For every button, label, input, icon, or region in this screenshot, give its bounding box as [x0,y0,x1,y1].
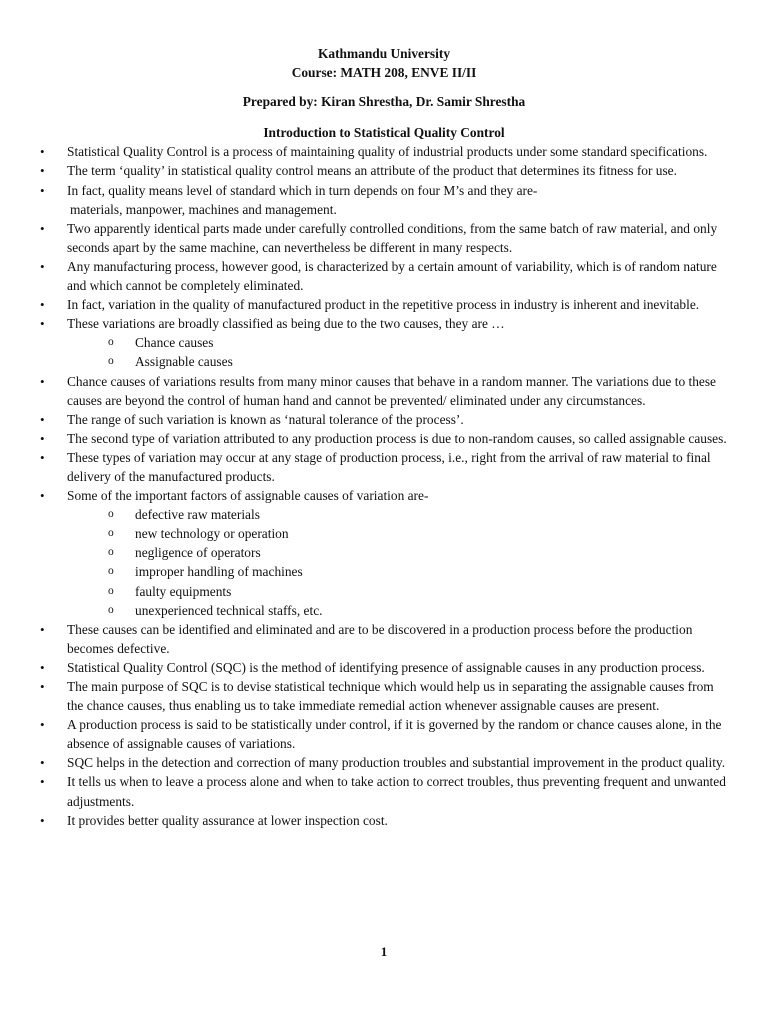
list-item [40,295,728,314]
bullet-marker: • [40,755,45,771]
sub-bullet-marker: o [108,355,114,368]
list-item-text: These causes can be identified and eliminated and are to be discovered in a production process before the production becomes defective. [67,621,693,656]
sub-list-item [108,582,728,601]
list-item [40,142,728,161]
sub-list-item [108,543,728,562]
list-item [40,161,728,180]
sub-list [40,505,728,620]
sub-list [40,333,728,371]
course-code: Course: MATH 208, ENVE II/II [291,65,477,81]
bullet-marker: • [40,182,45,198]
sub-list-item-text: defective raw materials [135,507,260,523]
list-item-text: It provides better quality assurance at lower inspection cost. [67,812,388,828]
list-item [40,677,728,715]
bullet-marker: • [40,316,45,332]
list-item-text-continued: materials, manpower, machines and management. [70,201,337,217]
bullet-marker: • [40,220,45,236]
bullet-marker: • [40,717,45,733]
sub-list-item-text: new technology or operation [135,526,289,542]
sub-list-item-text: Assignable causes [135,354,233,370]
sub-bullet-marker: o [108,603,114,616]
sub-list-item [108,601,728,620]
list-item-text: SQC helps in the detection and correction of many production troubles and substantial improvement in the product quality. [67,755,726,771]
list-item [40,486,728,505]
list-item [40,181,728,219]
bullet-marker: • [40,411,45,427]
sub-list-item [108,505,728,524]
list-item [40,811,728,830]
list-item [40,429,728,448]
list-item-text: Chance causes of variations results from many minor causes that behave in a random manner. The variations due to these causes are beyond the control of human hand and cannot be prevented/ eliminated under any circumstances. [67,373,717,408]
bullet-marker: • [40,679,45,694]
list-item-text: The second type of variation attributed to any production process is due to non-random causes, so called assignable causes. [67,430,727,446]
bullet-marker: • [40,144,45,160]
list-item [40,715,728,753]
sub-list-item [108,562,728,581]
list-item-text: Statistical Quality Control is a process of maintaining quality of industrial products under some standard specifications. [67,144,708,160]
bullet-marker: • [40,258,45,274]
sub-list-item-text: Chance causes [135,335,214,351]
bullet-marker: • [40,621,45,637]
bullet-list [40,620,728,830]
sub-bullet-marker: o [108,565,114,578]
sub-list-item-text: faulty equipments [135,583,232,599]
list-item [40,314,728,333]
list-item [40,753,728,772]
bullet-marker: • [40,430,45,446]
list-item [40,658,728,677]
sub-list-item [108,524,728,543]
sub-list-item-text: improper handling of machines [135,564,303,580]
list-item-text: These variations are broadly classified as being due to the two causes, they are … [67,316,505,332]
sub-list-item-text: negligence of operators [135,545,261,561]
sub-bullet-marker: o [108,336,114,349]
list-item [40,372,728,410]
sub-list-item [108,333,728,352]
list-item-text: Statistical Quality Control (SQC) is the method of identifying presence of assignable causes in any production process. [67,659,705,675]
list-item-text: In fact, quality means level of standard which in turn depends on four M’s and they are- [67,182,538,198]
list-item-text: The term ‘quality’ in statistical quality control means an attribute of the product that determines its fitness for use. [67,163,677,179]
list-item-text: Two apparently identical parts made under carefully controlled conditions, from the same batch of raw material, and only seconds apart by the same machine, can nevertheless be different in many respects. [67,220,718,255]
list-item [40,772,728,810]
list-item-text: A production process is said to be statistically under control, if it is governed by the random or chance causes alone, in the absence of assignable causes of variations. [67,717,722,752]
document-title: Introduction to Statistical Quality Control [263,125,505,141]
list-item-text: These types of variation may occur at any stage of production process, i.e., right from the arrival of raw material to final delivery of the manufactured products. [67,449,711,484]
list-item [40,410,728,429]
sub-list-item-text: unexperienced technical staffs, etc. [135,602,323,618]
list-item [40,257,728,295]
list-item [40,219,728,257]
list-item-text: The range of such variation is known as ‘natural tolerance of the process’. [67,411,464,427]
bullet-marker: • [40,659,45,675]
bullet-marker: • [40,488,45,504]
sub-bullet-marker: o [108,527,114,540]
bullet-marker: • [40,774,45,790]
bullet-marker: • [40,297,45,313]
list-item-text: Any manufacturing process, however good, is characterized by a certain amount of variability, which is of random nature and which cannot be completely eliminated. [67,258,717,294]
sub-bullet-marker: o [108,584,114,597]
prepared-by: Prepared by: Kiran Shrestha, Dr. Samir Shrestha [242,94,526,110]
sub-bullet-marker: o [108,508,114,521]
list-item [40,620,728,658]
bullet-list [40,372,728,506]
bullet-marker: • [40,373,45,389]
bullet-marker: • [40,812,45,828]
sub-list-item [108,352,728,371]
list-item-text: In fact, variation in the quality of manufactured product in the repetitive process in industry is inherent and inevitable. [67,297,700,313]
list-item [40,448,728,486]
list-item-text: It tells us when to leave a process alone and when to take action to correct troubles, thus preventing frequent and unwanted adjustments. [67,774,726,809]
list-item-text: The main purpose of SQC is to devise statistical technique which would help us in separating the assignable causes from the chance causes, thus enabling us to take immediate remedial action whenever assignable causes are present. [67,679,714,714]
list-item-text: Some of the important factors of assignable causes of variation are- [67,488,429,504]
bullet-list [40,142,728,333]
university-name: Kathmandu University [317,46,451,61]
bullet-marker: • [40,163,45,179]
sub-bullet-marker: o [108,546,114,559]
page-number: 1 [380,944,388,959]
bullet-marker: • [40,449,45,465]
